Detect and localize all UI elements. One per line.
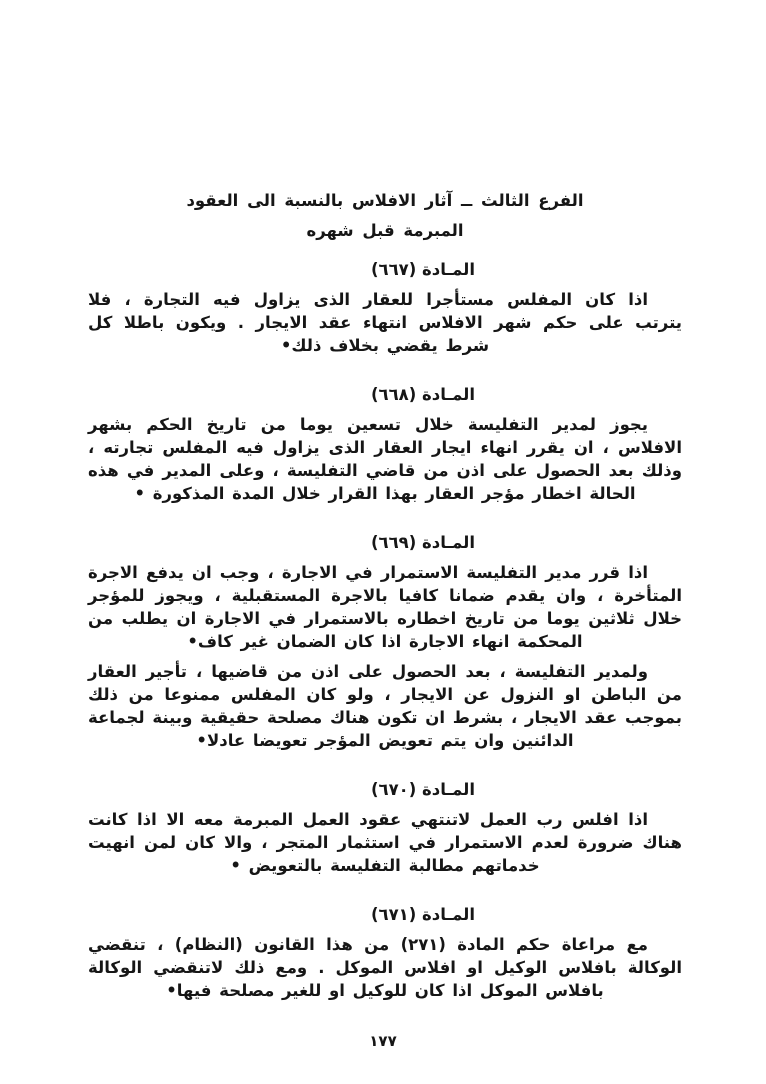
article-668-heading: المـادة (٦٦٨) xyxy=(370,385,475,404)
article-669 xyxy=(88,531,682,752)
article-671-heading: المـادة (٦٧١) xyxy=(370,905,475,924)
article-668-paragraph-1: يجوز لمدير التفليسة خلال تسعين يوما من تاريخ الحكم بشهر الافلاس ، ان يقرر انهاء ايجار العقار الذى يزاول فيه المفلس تجارته ، وذلك بعد الحصول على اذن من قاضي التفليسة ، وعلى المدير في هذه الحالة اخطار مؤجر العقار بهذا القرار خلال المدة المذكورة • xyxy=(88,415,682,503)
article-669-heading: المـادة (٦٦٩) xyxy=(370,533,475,552)
article-670-heading: المـادة (٦٧٠) xyxy=(370,780,475,799)
page-number: ١٧٧ xyxy=(369,1032,397,1050)
article-669-paragraph-2: ولمدير التفليسة ، بعد الحصول على اذن من قاضيها ، تأجير العقار من الباطن او النزول عن الايجار ، ولو كان المفلس ممنوعا من ذلك بموجب عقد الايجار ، بشرط ان تكون هناك مصلحة حقيقية وبينة لجماعة الدائنين وان يتم تعويض المؤجر تعويضا عادلا• xyxy=(88,662,682,750)
article-671 xyxy=(88,903,682,1002)
section-title-line-1: الفرع الثالث ــ آثار الافلاس بالنسبة الى العقود xyxy=(186,191,584,210)
article-667-heading: المـادة (٦٦٧) xyxy=(370,260,475,279)
article-670 xyxy=(88,778,682,877)
section-title-line-2: المبرمة قبل شهره xyxy=(306,221,464,240)
article-669-paragraph-1: اذا قرر مدير التفليسة الاستمرار في الاجارة ، وجب ان يدفع الاجرة المتأخرة ، وان يقدم ضمانا كافيا بالاجرة المستقبلية ، ويجوز للمؤجر خلال ثلاثين يوما من تاريخ اخطاره بالاستمرار في الاجارة ان يطلب من المحكمة انهاء الاجارة اذا كان الضمان غير كاف• xyxy=(88,563,682,651)
article-670-paragraph-1: اذا افلس رب العمل لاتنتهي عقود العمل المبرمة معه الا اذا كانت هناك ضرورة لعدم الاستمرار في استثمار المتجر ، والا كان لمن انهيت خدماتهم مطالبة التفليسة بالتعويض • xyxy=(88,810,682,875)
article-667 xyxy=(88,258,682,357)
article-671-paragraph-1: مع مراعاة حكم المادة (٢٧١) من هذا القانون (النظام) ، تنقضي الوكالة بافلاس الوكيل او افلاس الموكل . ومع ذلك لاتنقضي الوكالة بافلاس الموكل اذا كان للوكيل او للغير مصلحة فيها• xyxy=(88,935,682,1000)
section-title xyxy=(88,186,682,246)
article-668 xyxy=(88,383,682,505)
article-667-paragraph-1: اذا كان المفلس مستأجرا للعقار الذى يزاول فيه التجارة ، فلا يترتب على حكم شهر الافلاس انتهاء عقد الايجار . ويكون باطلا كل شرط يقضي بخلاف ذلك• xyxy=(88,290,682,355)
